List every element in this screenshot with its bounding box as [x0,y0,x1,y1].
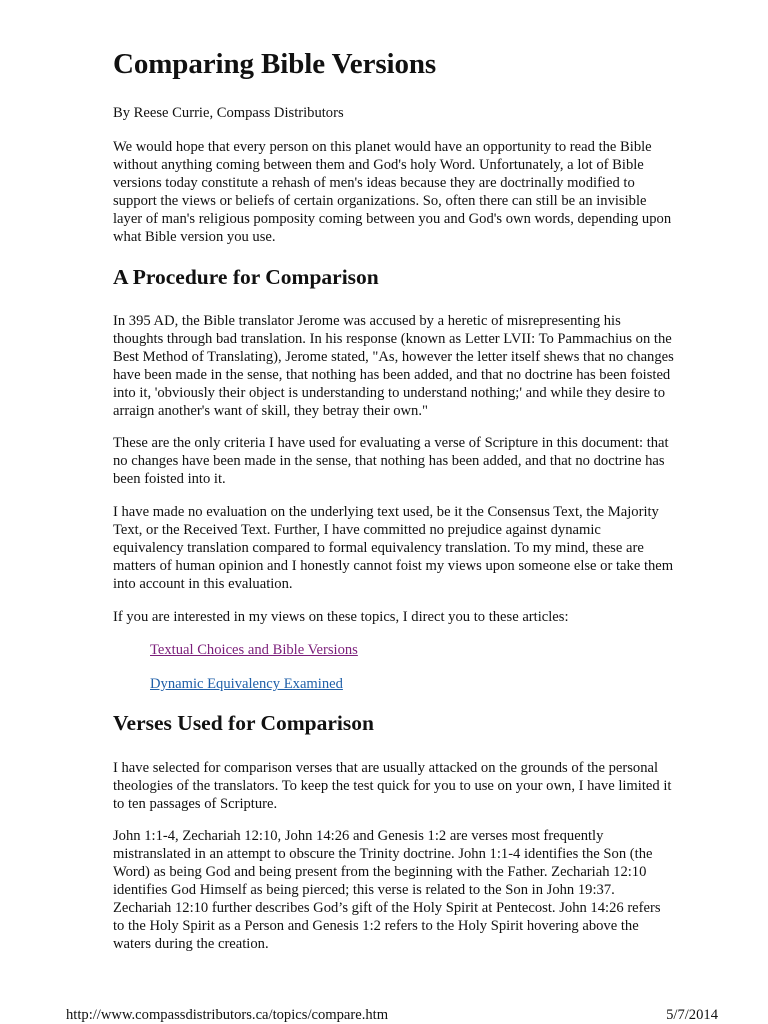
text-line: equivalency translation compared to formal equivalency translation. To my mind, these are [113,540,644,556]
footer-date: 5/7/2014 [666,1007,718,1023]
text-line: no changes have been made in the sense, that nothing has been added, and that no doctrine has [113,453,665,469]
text-line: been foisted into it. [113,471,226,487]
selection-paragraph [113,759,693,813]
text-line: Word) as being God and being present from the beginning with the Father. Zechariah 12:10 [113,864,647,880]
section-heading-procedure: A Procedure for Comparison [113,265,379,289]
text-line: into it, 'obviously their object is understanding to understand nothing;' and while they desire to [113,385,666,401]
text-line: what Bible version you use. [113,229,276,245]
dynamic-equivalency-link[interactable]: Dynamic Equivalency Examined [150,676,343,692]
section-heading-verses: Verses Used for Comparison [113,711,374,735]
articles-intro-paragraph [113,608,693,626]
text-line: waters during the creation. [113,936,269,952]
text-line: have been made in the sense, that nothing has been added, and that no doctrine has been foisted [113,367,671,383]
text-line: versions today constitute a rehash of men's ideas because they are doctrinally modified to [113,175,635,191]
text-line: In 395 AD, the Bible translator Jerome was accused by a heretic of misrepresenting his [113,313,621,329]
text-line: matters of human opinion and I honestly cannot foist my views upon someone else or take them [113,558,674,574]
trinity-paragraph [113,827,693,953]
text-line: arraign another's want of skill, they betray their own." [113,403,428,419]
evaluation-paragraph [113,503,693,593]
intro-paragraph [113,138,693,246]
text-line: into account in this evaluation. [113,576,293,592]
text-line: Best Method of Translating), Jerome stated, "As, however the letter itself shews that no changes [113,349,674,365]
text-line: without anything coming between them and God's holy Word. Unfortunately, a lot of Bible [113,157,644,173]
text-line: mistranslated in an attempt to obscure the Trinity doctrine. John 1:1-4 identifies the Son (the [113,846,653,862]
text-line: I have made no evaluation on the underlying text used, be it the Consensus Text, the Majority [113,504,659,520]
text-line: If you are interested in my views on these topics, I direct you to these articles: [113,609,569,625]
text-line: John 1:1-4, Zechariah 12:10, John 14:26 and Genesis 1:2 are verses most frequently [113,828,604,844]
text-line: I have selected for comparison verses that are usually attacked on the grounds of the personal [113,760,659,776]
footer-url: http://www.compassdistributors.ca/topics/compare.htm [66,1007,389,1023]
text-line: identifies God Himself as being pierced; this verse is related to the Son in John 19:37. [113,882,615,898]
text-line: We would hope that every person on this planet would have an opportunity to read the Bible [113,139,652,155]
text-line: These are the only criteria I have used for evaluating a verse of Scripture in this document: that [113,435,669,451]
byline: By Reese Currie, Compass Distributors [113,105,344,121]
text-line: thoughts through bad translation. In his response (known as Letter LVII: To Pammachius on the [113,331,672,347]
criteria-paragraph [113,434,693,488]
jerome-paragraph [113,312,693,420]
text-line: to ten passages of Scripture. [113,796,278,812]
page-title: Comparing Bible Versions [113,48,437,80]
text-line: layer of man's religious pomposity coming between you and God's own words, depending upon [113,211,672,227]
text-line: support the views or beliefs of certain organizations. So, often there can still be an invisible [113,193,647,209]
text-line: Text, or the Received Text. Further, I have committed no prejudice against dynamic [113,522,601,538]
textual-choices-link[interactable]: Textual Choices and Bible Versions [150,642,358,658]
text-line: to the Holy Spirit as a Person and Genesis 1:2 refers to the Holy Spirit hovering above the [113,918,639,934]
text-line: theologies of the translators. To keep the test quick for you to use on your own, I have limited it [113,778,672,794]
text-line: Zechariah 12:10 further describes God’s gift of the Holy Spirit at Pentecost. John 14:26 refers [113,900,661,916]
